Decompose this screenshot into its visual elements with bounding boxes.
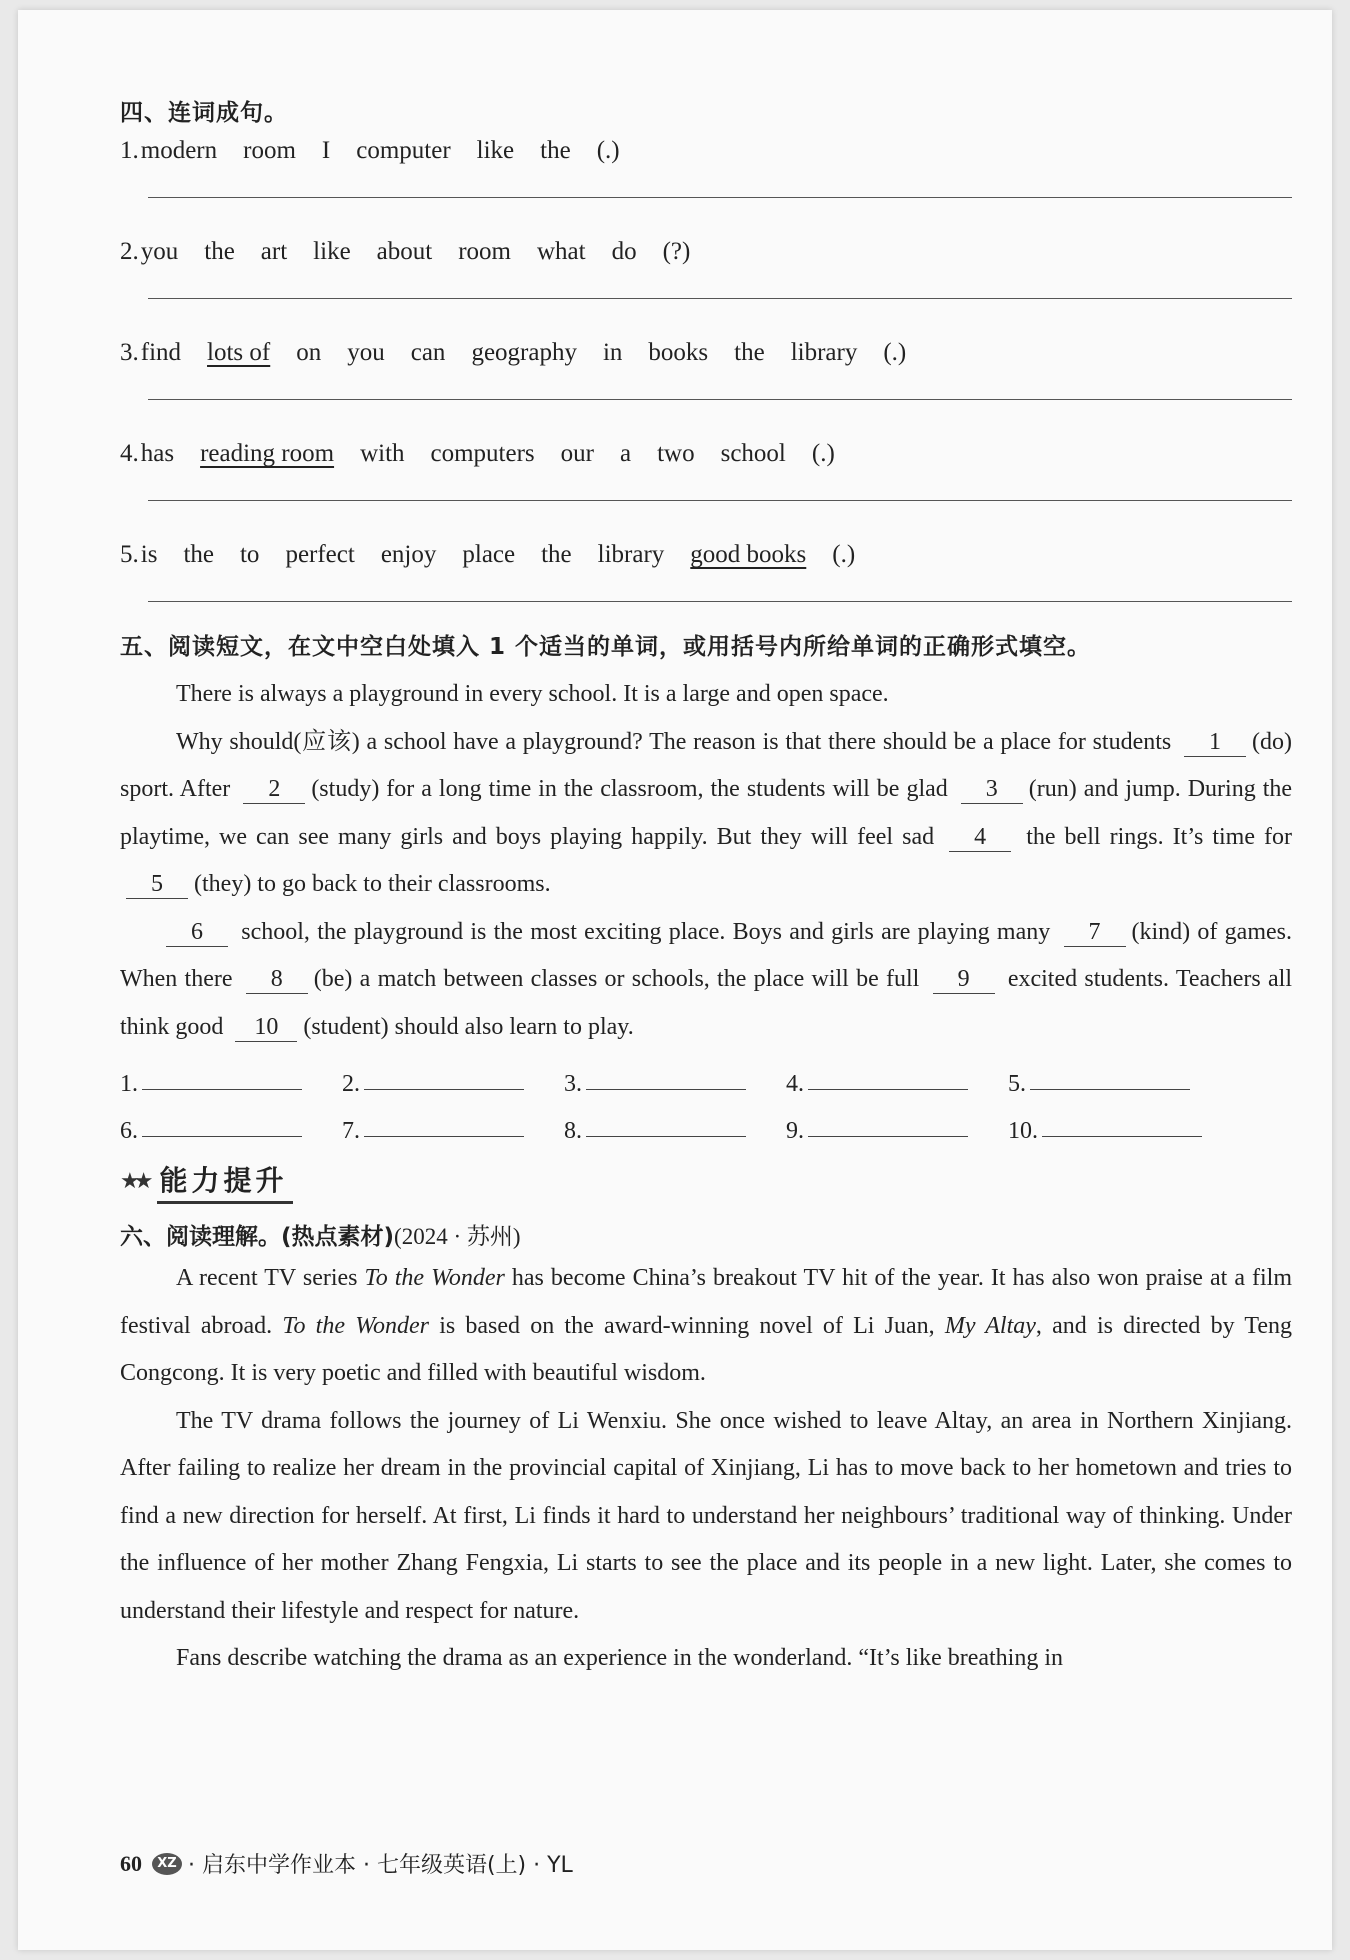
passage-6 — [120, 1255, 1292, 1683]
blank-3: 3 — [961, 775, 1023, 804]
blank-6: 6 — [166, 918, 228, 947]
section-4-title: 四、连词成句。 — [120, 100, 288, 126]
answer-blank[interactable] — [586, 1067, 746, 1090]
blank-8: 8 — [246, 965, 308, 994]
answer-line[interactable] — [148, 282, 1292, 299]
word: I — [321, 137, 331, 164]
section-6-source: (2024 · 苏州) — [394, 1224, 521, 1249]
answer-cell — [342, 1051, 564, 1098]
answer-blank[interactable] — [142, 1114, 302, 1137]
sentence-item — [120, 238, 1292, 274]
word: what — [537, 238, 586, 265]
item-number: 3. — [120, 339, 139, 366]
blank-4: 4 — [949, 823, 1011, 852]
passage-6-p1: A recent TV series To the Wonder has become China’s breakout TV hit of the year. It has also won praise at a film festival abroad. To the Wonder is based on the award-winning novel of Li Juan, My Altay, and is directed by Teng Congcong. It is very poetic and filled with beautiful wisdom. — [120, 1265, 1293, 1386]
publisher-logo-icon: XZ — [152, 1853, 182, 1875]
sentence-item — [120, 541, 1292, 577]
word: (?) — [662, 238, 691, 265]
answer-blank[interactable] — [1030, 1067, 1190, 1090]
answer-cell — [120, 1051, 342, 1098]
answer-blank[interactable] — [808, 1067, 968, 1090]
answer-label: 3. — [564, 1071, 582, 1097]
word: books — [648, 339, 709, 366]
word: a — [619, 440, 632, 467]
blank-1: 1 — [1184, 728, 1246, 757]
word: library — [597, 541, 665, 568]
passage-5 — [120, 671, 1292, 1051]
word: good books — [690, 541, 807, 568]
word: do — [611, 238, 637, 265]
word: library — [790, 339, 858, 366]
answer-line[interactable] — [148, 484, 1292, 501]
sentence-item — [120, 339, 1292, 375]
word: on — [296, 339, 322, 366]
word: school — [720, 440, 786, 467]
blank-7: 7 — [1064, 918, 1126, 947]
word: the — [540, 137, 571, 164]
star-icon: ★★ — [120, 1169, 148, 1194]
answer-line[interactable] — [148, 181, 1292, 198]
answer-cell — [1008, 1098, 1230, 1145]
answer-blank[interactable] — [1042, 1114, 1202, 1137]
answer-label: 2. — [342, 1071, 360, 1097]
word: is — [140, 541, 158, 568]
passage-5-p1: There is always a playground in every school. It is a large and open space. — [176, 681, 889, 707]
word: can — [410, 339, 446, 366]
word: computer — [356, 137, 451, 164]
word: reading room — [200, 440, 335, 467]
word: the — [734, 339, 765, 366]
item-number: 2. — [120, 238, 139, 265]
answer-blank[interactable] — [364, 1114, 524, 1137]
item-number: 5. — [120, 541, 139, 568]
word: art — [260, 238, 288, 265]
word: (.) — [596, 137, 620, 164]
word: with — [360, 440, 405, 467]
word: like — [313, 238, 351, 265]
word: to — [239, 541, 260, 568]
answer-cell — [564, 1051, 786, 1098]
word: room — [458, 238, 511, 265]
answer-label: 8. — [564, 1118, 582, 1144]
word: (.) — [832, 541, 856, 568]
passage-6-p3: Fans describe watching the drama as an experience in the wonderland. “It’s like breathing in — [176, 1645, 1064, 1671]
word: perfect — [285, 541, 355, 568]
word: lots of — [207, 339, 271, 366]
page-content — [120, 94, 1292, 1683]
word: geography — [471, 339, 577, 366]
answer-label: 4. — [786, 1071, 804, 1097]
word: find — [140, 339, 182, 366]
word: has — [140, 440, 175, 467]
answer-cell — [120, 1098, 342, 1145]
answer-cell — [786, 1098, 1008, 1145]
word: like — [476, 137, 515, 164]
word: (.) — [883, 339, 907, 366]
footer-text: · 启东中学作业本 · 七年级英语(上) · YL — [188, 1853, 573, 1878]
word: about — [376, 238, 433, 265]
passage-5-p2: Why should(应该) a school have a playground? The reason is that there should be a place for students 1 (do) sport. After 2 (study) for a long time in the classroom, the students will be glad 3 (run) and jump. During the playtime, we can see many girls and boys playing happily. But they will feel sad 4 the bell rings. It’s time for 5 (they) to go back to their classrooms. — [120, 728, 1293, 897]
word: two — [657, 440, 695, 467]
page-number: 60 — [120, 1850, 142, 1876]
answer-label: 9. — [786, 1118, 804, 1144]
item-number: 4. — [120, 440, 139, 467]
answer-label: 1. — [120, 1071, 138, 1097]
ability-label: 能力提升 — [157, 1159, 293, 1204]
answer-line[interactable] — [148, 383, 1292, 400]
word: the — [183, 541, 214, 568]
word: in — [602, 339, 623, 366]
word: our — [560, 440, 594, 467]
word: (.) — [811, 440, 835, 467]
answer-cell — [564, 1098, 786, 1145]
answer-blank[interactable] — [142, 1067, 302, 1090]
passage-6-p2: The TV drama follows the journey of Li Wenxiu. She once wished to leave Altay, an area in Northern Xinjiang. After failing to realize her dream in the provincial capital of Xinjiang, Li has to move back to her hometown and tries to find a new direction for herself. At first, Li finds it hard to understand her neighbours’ traditional way of thinking. Under the influence of her mother Zhang Fengxia, Li starts to see the place and its people in a new light. Later, she comes to understand their lifestyle and respect for nature. — [120, 1407, 1292, 1624]
word: place — [462, 541, 516, 568]
answer-label: 6. — [120, 1118, 138, 1144]
sentence-item — [120, 440, 1292, 476]
ability-heading — [120, 1159, 1292, 1204]
page-footer — [120, 1848, 573, 1879]
word: room — [243, 137, 296, 164]
section-6-title: 六、阅读理解。(热点素材)(2024 · 苏州) — [120, 1224, 521, 1250]
word: the — [541, 541, 572, 568]
word: you — [140, 238, 179, 265]
word: you — [347, 339, 385, 366]
answer-label: 10. — [1008, 1118, 1038, 1144]
item-number: 1. — [120, 137, 139, 164]
answer-grid — [120, 1051, 1292, 1145]
word: the — [204, 238, 235, 265]
blank-2: 2 — [243, 775, 305, 804]
section-5-title: 五、阅读短文，在文中空白处填入 1 个适当的单词，或用括号内所给单词的正确形式填空。 — [120, 634, 1092, 660]
answer-label: 7. — [342, 1118, 360, 1144]
answer-cell — [786, 1051, 1008, 1098]
answer-cell — [1008, 1051, 1230, 1098]
answer-blank[interactable] — [586, 1114, 746, 1137]
answer-cell — [342, 1098, 564, 1145]
word: modern — [140, 137, 218, 164]
blank-9: 9 — [933, 965, 995, 994]
sentence-item — [120, 137, 1292, 173]
passage-5-p3: 6 school, the playground is the most exciting place. Boys and girls are playing many 7 (kind) of games. When there 8 (be) a match between classes or schools, the place will be full 9 excited students. Teachers all think good 10 (student) should also learn to play. — [120, 918, 1292, 1040]
answer-blank[interactable] — [808, 1114, 968, 1137]
blank-5: 5 — [126, 870, 188, 899]
answer-line[interactable] — [148, 585, 1292, 602]
worksheet-page — [18, 10, 1332, 1950]
word: computers — [430, 440, 535, 467]
blank-10: 10 — [235, 1013, 297, 1042]
word: enjoy — [380, 541, 437, 568]
sentence-ordering-list — [120, 137, 1292, 602]
answer-label: 5. — [1008, 1071, 1026, 1097]
answer-blank[interactable] — [364, 1067, 524, 1090]
